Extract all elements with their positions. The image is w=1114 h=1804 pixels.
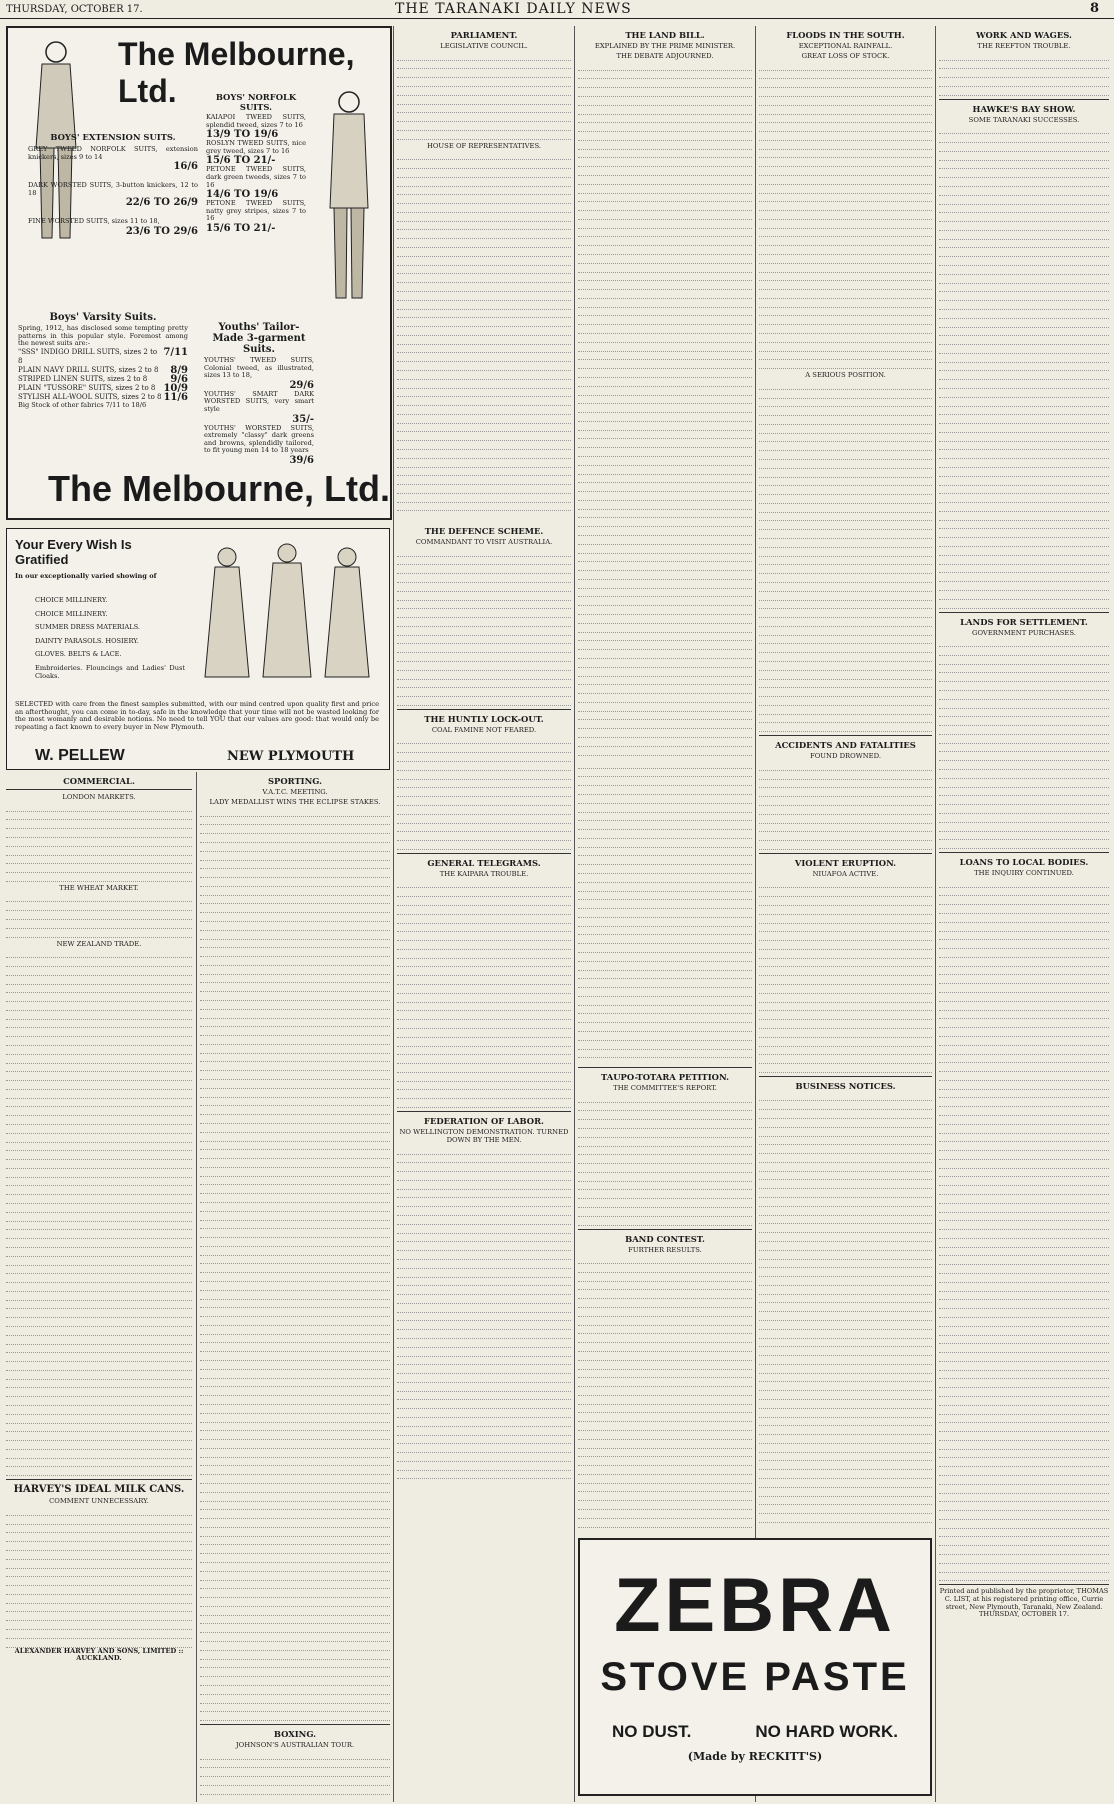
ladies-fashion-illustration	[197, 537, 377, 687]
loans-heading: LOANS TO LOCAL BODIES.	[959, 857, 1089, 868]
list-item: SUMMER DRESS MATERIALS.	[35, 623, 140, 632]
lands-sub: GOVERNMENT PURCHASES.	[972, 628, 1076, 637]
commercial-column	[6, 772, 192, 1802]
parliament-column	[397, 26, 571, 516]
column-rule	[196, 772, 197, 1802]
text-block	[578, 1256, 752, 1534]
price: 15/6 TO 21/-	[206, 222, 276, 234]
varsity-footer: Big Stock of other fabrics 7/11 to 18/6	[18, 400, 147, 409]
text-block	[397, 152, 571, 516]
list-item: "SSS" INDIGO DRILL SUITS, sizes 2 to 8	[18, 347, 158, 365]
work-sub: THE REEFTON TROUBLE.	[977, 42, 1071, 50]
band-sub: FURTHER RESULTS.	[628, 1245, 702, 1254]
varsity-heading: Boys' Varsity Suits.	[49, 312, 157, 323]
landbill-column	[578, 26, 752, 756]
melbourne-brand-bottom: The Melbourne, Ltd.	[48, 468, 390, 509]
pellew-items	[35, 591, 185, 686]
youths-section	[204, 318, 314, 466]
lands-heading: LANDS FOR SETTLEMENT.	[960, 616, 1088, 627]
text-block	[578, 62, 752, 756]
price: 15/6 TO 21/-	[206, 155, 276, 167]
list-item: YOUTHS' WORSTED SUITS, extremely "classy" dark greens and browns, splendidly tailored, to fit young men 14 to 18 years	[204, 423, 314, 455]
text-block	[6, 894, 192, 938]
text-block	[6, 803, 192, 882]
price: 22/6 TO 26/9	[125, 197, 198, 209]
floods-heading: FLOODS IN THE SOUTH.	[786, 30, 905, 40]
pellew-intro: In our exceptionally varied showing of	[15, 572, 157, 580]
text-block	[200, 1751, 390, 1802]
parliament-heading: PARLIAMENT.	[450, 30, 518, 40]
list-item: Embroideries. Flouncings and Ladies' Dust Cloaks.	[35, 663, 185, 680]
price: 35/-	[292, 413, 314, 425]
price: 23/6 TO 29/6	[125, 225, 198, 237]
pellew-town: NEW PLYMOUTH	[227, 749, 355, 764]
text-block	[939, 52, 1109, 96]
band-heading: BAND CONTEST.	[625, 1233, 705, 1244]
pellew-name: W. PELLEW	[35, 747, 125, 764]
accidents-heading: ACCIDENTS AND FATALITIES	[775, 740, 916, 751]
floods-sub: EXCEPTIONAL RAINFALL.	[798, 42, 893, 50]
taupo-heading: TAUPO-TOTARA PETITION.	[600, 1072, 730, 1082]
list-item: CHOICE MILLINERY.	[35, 609, 108, 618]
text-block	[578, 760, 752, 1060]
list-item: YOUTHS' SMART DARK WORSTED SUITS, very smart style	[204, 389, 314, 413]
text-block	[397, 52, 571, 140]
text-block	[6, 1507, 192, 1647]
text-block	[397, 1146, 571, 1480]
parliament-continued	[578, 760, 752, 1060]
varsity-intro: Spring, 1912, has disclosed some tempting pretty patterns in this popular style. Foremost among the newest suits are:-	[18, 324, 188, 348]
price: 10/9	[163, 382, 188, 394]
text-block	[397, 880, 571, 1108]
price: 39/6	[289, 454, 314, 466]
sporting-sub2: LADY MEDALLIST WINS THE ECLIPSE STAKES.	[209, 798, 381, 806]
landbill-sub2: THE DEBATE ADJOURNED.	[616, 52, 714, 60]
list-item: STRIPED LINEN SUITS, sizes 2 to 8	[18, 374, 148, 383]
text-block	[759, 62, 932, 369]
text-block	[939, 879, 1109, 1581]
text-block	[397, 736, 571, 850]
masthead	[0, 0, 1114, 19]
price: 9/6	[170, 373, 188, 385]
list-item: STYLISH ALL-WOOL SUITS, sizes 2 to 8	[18, 392, 162, 401]
column-rule	[393, 26, 394, 1802]
varsity-section	[18, 308, 188, 409]
zebra-title: ZEBRA	[614, 1563, 896, 1648]
section-heading: NEW ZEALAND TRADE.	[56, 939, 142, 948]
list-item: DAINTY PARASOLS. HOSIERY.	[35, 636, 139, 645]
text-block	[578, 1094, 752, 1226]
price: 29/6	[289, 379, 314, 391]
floods-sub3: A SERIOUS POSITION.	[805, 371, 886, 380]
price: 11/6	[163, 391, 188, 403]
parliament-sub: LEGISLATIVE COUNCIL.	[440, 42, 528, 50]
accidents-sub: FOUND DROWNED.	[810, 752, 881, 761]
telegrams-sub: THE KAIPARA TROUBLE.	[439, 869, 529, 878]
masthead-date: THURSDAY, OCTOBER 17.	[6, 4, 143, 15]
taupo-sub: THE COMMITTEE'S REPORT.	[613, 1084, 717, 1092]
boxing-sub: JOHNSON'S AUSTRALIAN TOUR.	[235, 1741, 355, 1750]
boys-extension-heading: BOYS' EXTENSION SUITS.	[50, 132, 176, 142]
text-block	[759, 880, 932, 1073]
business-heading: BUSINESS NOTICES.	[795, 1080, 896, 1091]
youths-heading: Youths' Tailor-Made 3-garment Suits.	[212, 322, 306, 355]
list-item: YOUTHS' TWEED SUITS, Colonial tweed, as illustrated, sizes 13 to 18,	[204, 356, 314, 380]
melbourne-ad	[6, 26, 392, 520]
column-six	[939, 26, 1109, 1802]
price: 8/9	[170, 364, 188, 376]
pellew-ad	[6, 528, 390, 770]
landbill-sub: EXPLAINED BY THE PRIME MINISTER.	[594, 42, 736, 50]
price: 14/6 TO 19/6	[206, 189, 279, 201]
sporting-column	[200, 772, 390, 1802]
huntly-heading: THE HUNTLY LOCK-OUT.	[424, 713, 544, 724]
zebra-subtitle: STOVE PASTE	[600, 1655, 910, 1699]
boys-norfolk-list	[206, 88, 306, 234]
youth-figure-illustration	[316, 88, 382, 308]
list-item: ROSLYN TWEED SUITS, nice grey tweed, sizes 7 to 16	[206, 139, 306, 155]
list-item: FINE WORSTED SUITS, sizes 11 to 18,	[28, 217, 160, 226]
hawkes-heading: HAWKE'S BAY SHOW.	[972, 103, 1076, 114]
boys-extension-list	[28, 146, 198, 237]
labor-heading: FEDERATION OF LABOR.	[424, 1115, 544, 1126]
text-block	[939, 126, 1109, 609]
parliament-sub2: HOUSE OF REPRESENTATIVES.	[426, 141, 542, 150]
hawkes-sub: SOME TARANAKI SUCCESSES.	[968, 115, 1080, 124]
text-block	[397, 548, 571, 706]
column-five	[759, 26, 932, 1526]
list-item: GREY TWEED NORFOLK SUITS, extension knickers, sizes 9 to 14	[28, 145, 198, 161]
melbourne-brand-top: The Melbourne, Ltd.	[118, 36, 355, 109]
list-item: PLAIN "TUSSORE" SUITS, sizes 2 to 8	[18, 383, 156, 392]
huntly-sub: COAL FAMINE NOT FEARED.	[431, 725, 537, 734]
list-item: PETONE TWEED SUITS, natty grey stripes, sizes 7 to 16	[206, 199, 306, 223]
sporting-sub: V.A.T.C. MEETING.	[262, 788, 328, 796]
text-block	[759, 1093, 932, 1526]
column-rule	[935, 26, 936, 1802]
defence-sub: COMMANDANT TO VISIT AUSTRALIA.	[415, 538, 553, 546]
page-number: 8	[1090, 1, 1100, 16]
list-item: DARK WORSTED SUITS, 3-button knickers, 12 to 18	[28, 181, 198, 197]
section-heading: THE WHEAT MARKET.	[59, 883, 139, 892]
list-item: PETONE TWEED SUITS, dark green tweeds, sizes 7 to 16	[206, 165, 306, 189]
text-block	[939, 639, 1109, 850]
labor-sub: NO WELLINGTON DEMONSTRATION. TURNED DOWN BY THE MEN.	[399, 1127, 569, 1144]
list-item: CHOICE MILLINERY.	[35, 596, 108, 604]
floods-sub2: GREAT LOSS OF STOCK.	[801, 52, 890, 60]
sporting-heading: SPORTING.	[267, 776, 323, 786]
loans-sub: THE INQUIRY CONTINUED.	[974, 869, 1074, 878]
zebra-tag-no-dust: NO DUST.	[612, 1722, 692, 1741]
zebra-maker: (Made by RECKITT'S)	[687, 1750, 823, 1763]
eruption-sub: NIUAFOA ACTIVE.	[812, 869, 879, 878]
price: 13/9 TO 19/6	[206, 129, 279, 141]
list-item: GLOVES. BELTS & LACE.	[35, 650, 122, 659]
section-heading: LONDON MARKETS.	[62, 793, 136, 801]
boys-norfolk-heading: BOYS' NORFOLK SUITS.	[215, 92, 297, 112]
list-item: KAIAPOI TWEED SUITS, splendid tweed, sizes 7 to 16	[206, 113, 306, 129]
work-heading: WORK AND WAGES.	[976, 30, 1072, 40]
commercial-heading: COMMERCIAL.	[63, 776, 135, 786]
taupo-column	[578, 1064, 752, 1534]
boxing-heading: BOXING.	[273, 1729, 317, 1740]
text-block	[759, 381, 932, 732]
masthead-title: THE TARANAKI DAILY NEWS	[395, 1, 632, 17]
column-rule	[755, 26, 756, 1802]
telegrams-heading: GENERAL TELEGRAMS.	[427, 857, 541, 868]
landbill-heading: THE LAND BILL.	[625, 30, 705, 40]
text-block	[200, 808, 390, 1721]
zebra-tag-no-hard-work: NO HARD WORK.	[755, 1722, 898, 1741]
zebra-ad	[578, 1538, 932, 1796]
imprint: Printed and published by the proprietor, THOMAS C. LIST, at his registered printing office, Currie street, New Plymouth, Taranaki, New Zealand. THURSDAY, OCTOBER 17.	[939, 1587, 1109, 1619]
eruption-heading: VIOLENT ERUPTION.	[794, 857, 897, 868]
price: 16/6	[173, 161, 198, 173]
pellew-heading: Your Every Wish Is Gratified	[15, 537, 132, 567]
harvey-footer: ALEXANDER HARVEY AND SONS, LIMITED :: AUCKLAND.	[14, 1646, 184, 1663]
text-block	[759, 762, 932, 850]
text-block	[6, 950, 192, 1477]
defence-heading: THE DEFENCE SCHEME.	[424, 526, 544, 536]
pellew-body: SELECTED with care from the finest samples submitted, with our mind centred upon quality first and price an afterthought, you can come in to-day, safe in the knowledge that your time will not be wasted looking for the most womanly and desirable notions. No need to tell YOU that our values are good: that would only be repeating a fact known to every buyer in New Plymouth.	[15, 700, 379, 731]
harvey-heading: HARVEY'S IDEAL MILK CANS.	[13, 1484, 185, 1496]
column-rule	[574, 26, 575, 1802]
price: 7/11	[163, 346, 188, 358]
harvey-sub: COMMENT UNNECESSARY.	[49, 1497, 149, 1506]
list-item: PLAIN NAVY DRILL SUITS, sizes 2 to 8	[18, 365, 159, 374]
